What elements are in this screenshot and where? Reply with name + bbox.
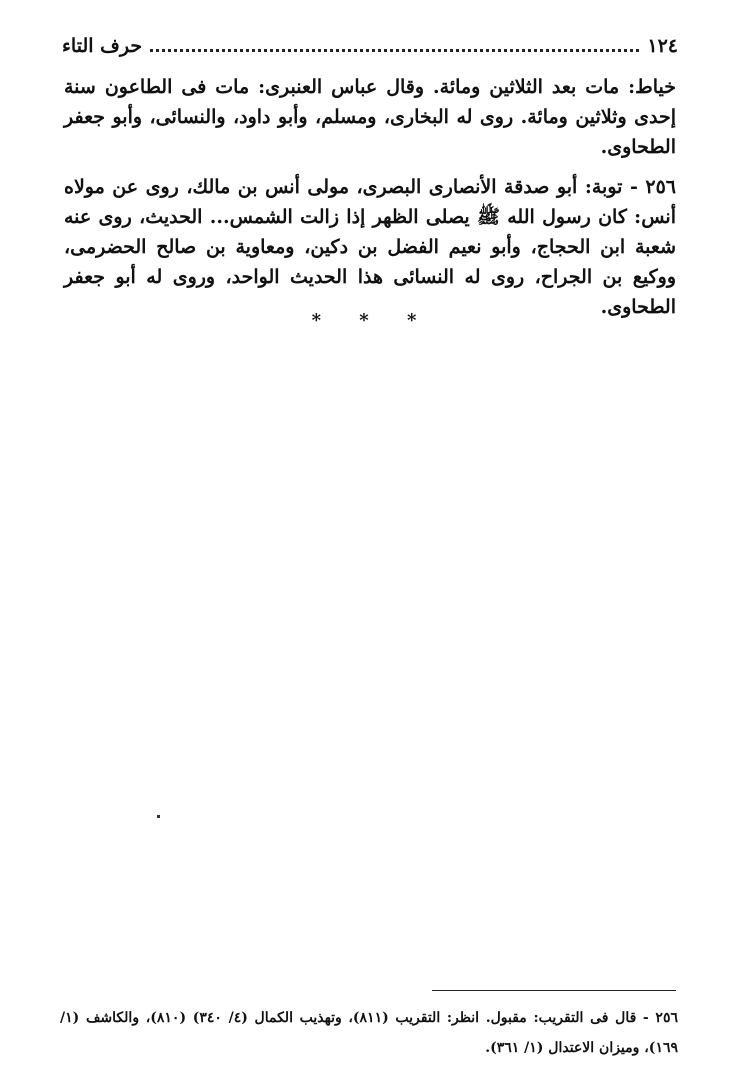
section-separator: * * * [311, 310, 433, 331]
footnote: ٢٥٦ - قال فى التقريب: مقبول. انظر: التقريب (٨١١)، وتهذيب الكمال (٤/ ٣٤٠) (٨١٠)، والكاشف (١/ ١٦٩)، وميزان الاعتدال (١/ ٣٦١). [60, 1010, 678, 1056]
main-text [64, 72, 676, 332]
page-number: ١٢٤ [647, 35, 678, 57]
page-header [62, 30, 678, 62]
header-dot-leader [150, 49, 639, 52]
footnote-divider [432, 990, 676, 991]
paragraph: ٢٥٦ - توبة: أبو صدقة الأنصارى البصرى، مولى أنس بن مالك، روى عن مولاه أنس: كان رسول الله ﷺ يصلى الظهر إذا زالت الشمس... الحديث، روى عنه شعبة ابن الحجاج، وأبو نعيم الفضل بن دكين، ومعاوية بن صالح الحضرمى، ووكيع بن الجراح، روى له النسائى هذا الحديث الواحد، وروى له أبو جعفر الطحاوى. [64, 176, 676, 318]
paragraph: خياط: مات بعد الثلاثين ومائة. وقال عباس العنبرى: مات فى الطاعون سنة إحدى وثلاثين ومائة. روى له البخارى، ومسلم، وأبو داود، والنسائى، وأبو جعفر الطحاوى. [64, 76, 676, 158]
section-title: حرف التاء [62, 35, 143, 57]
speck [157, 815, 160, 818]
